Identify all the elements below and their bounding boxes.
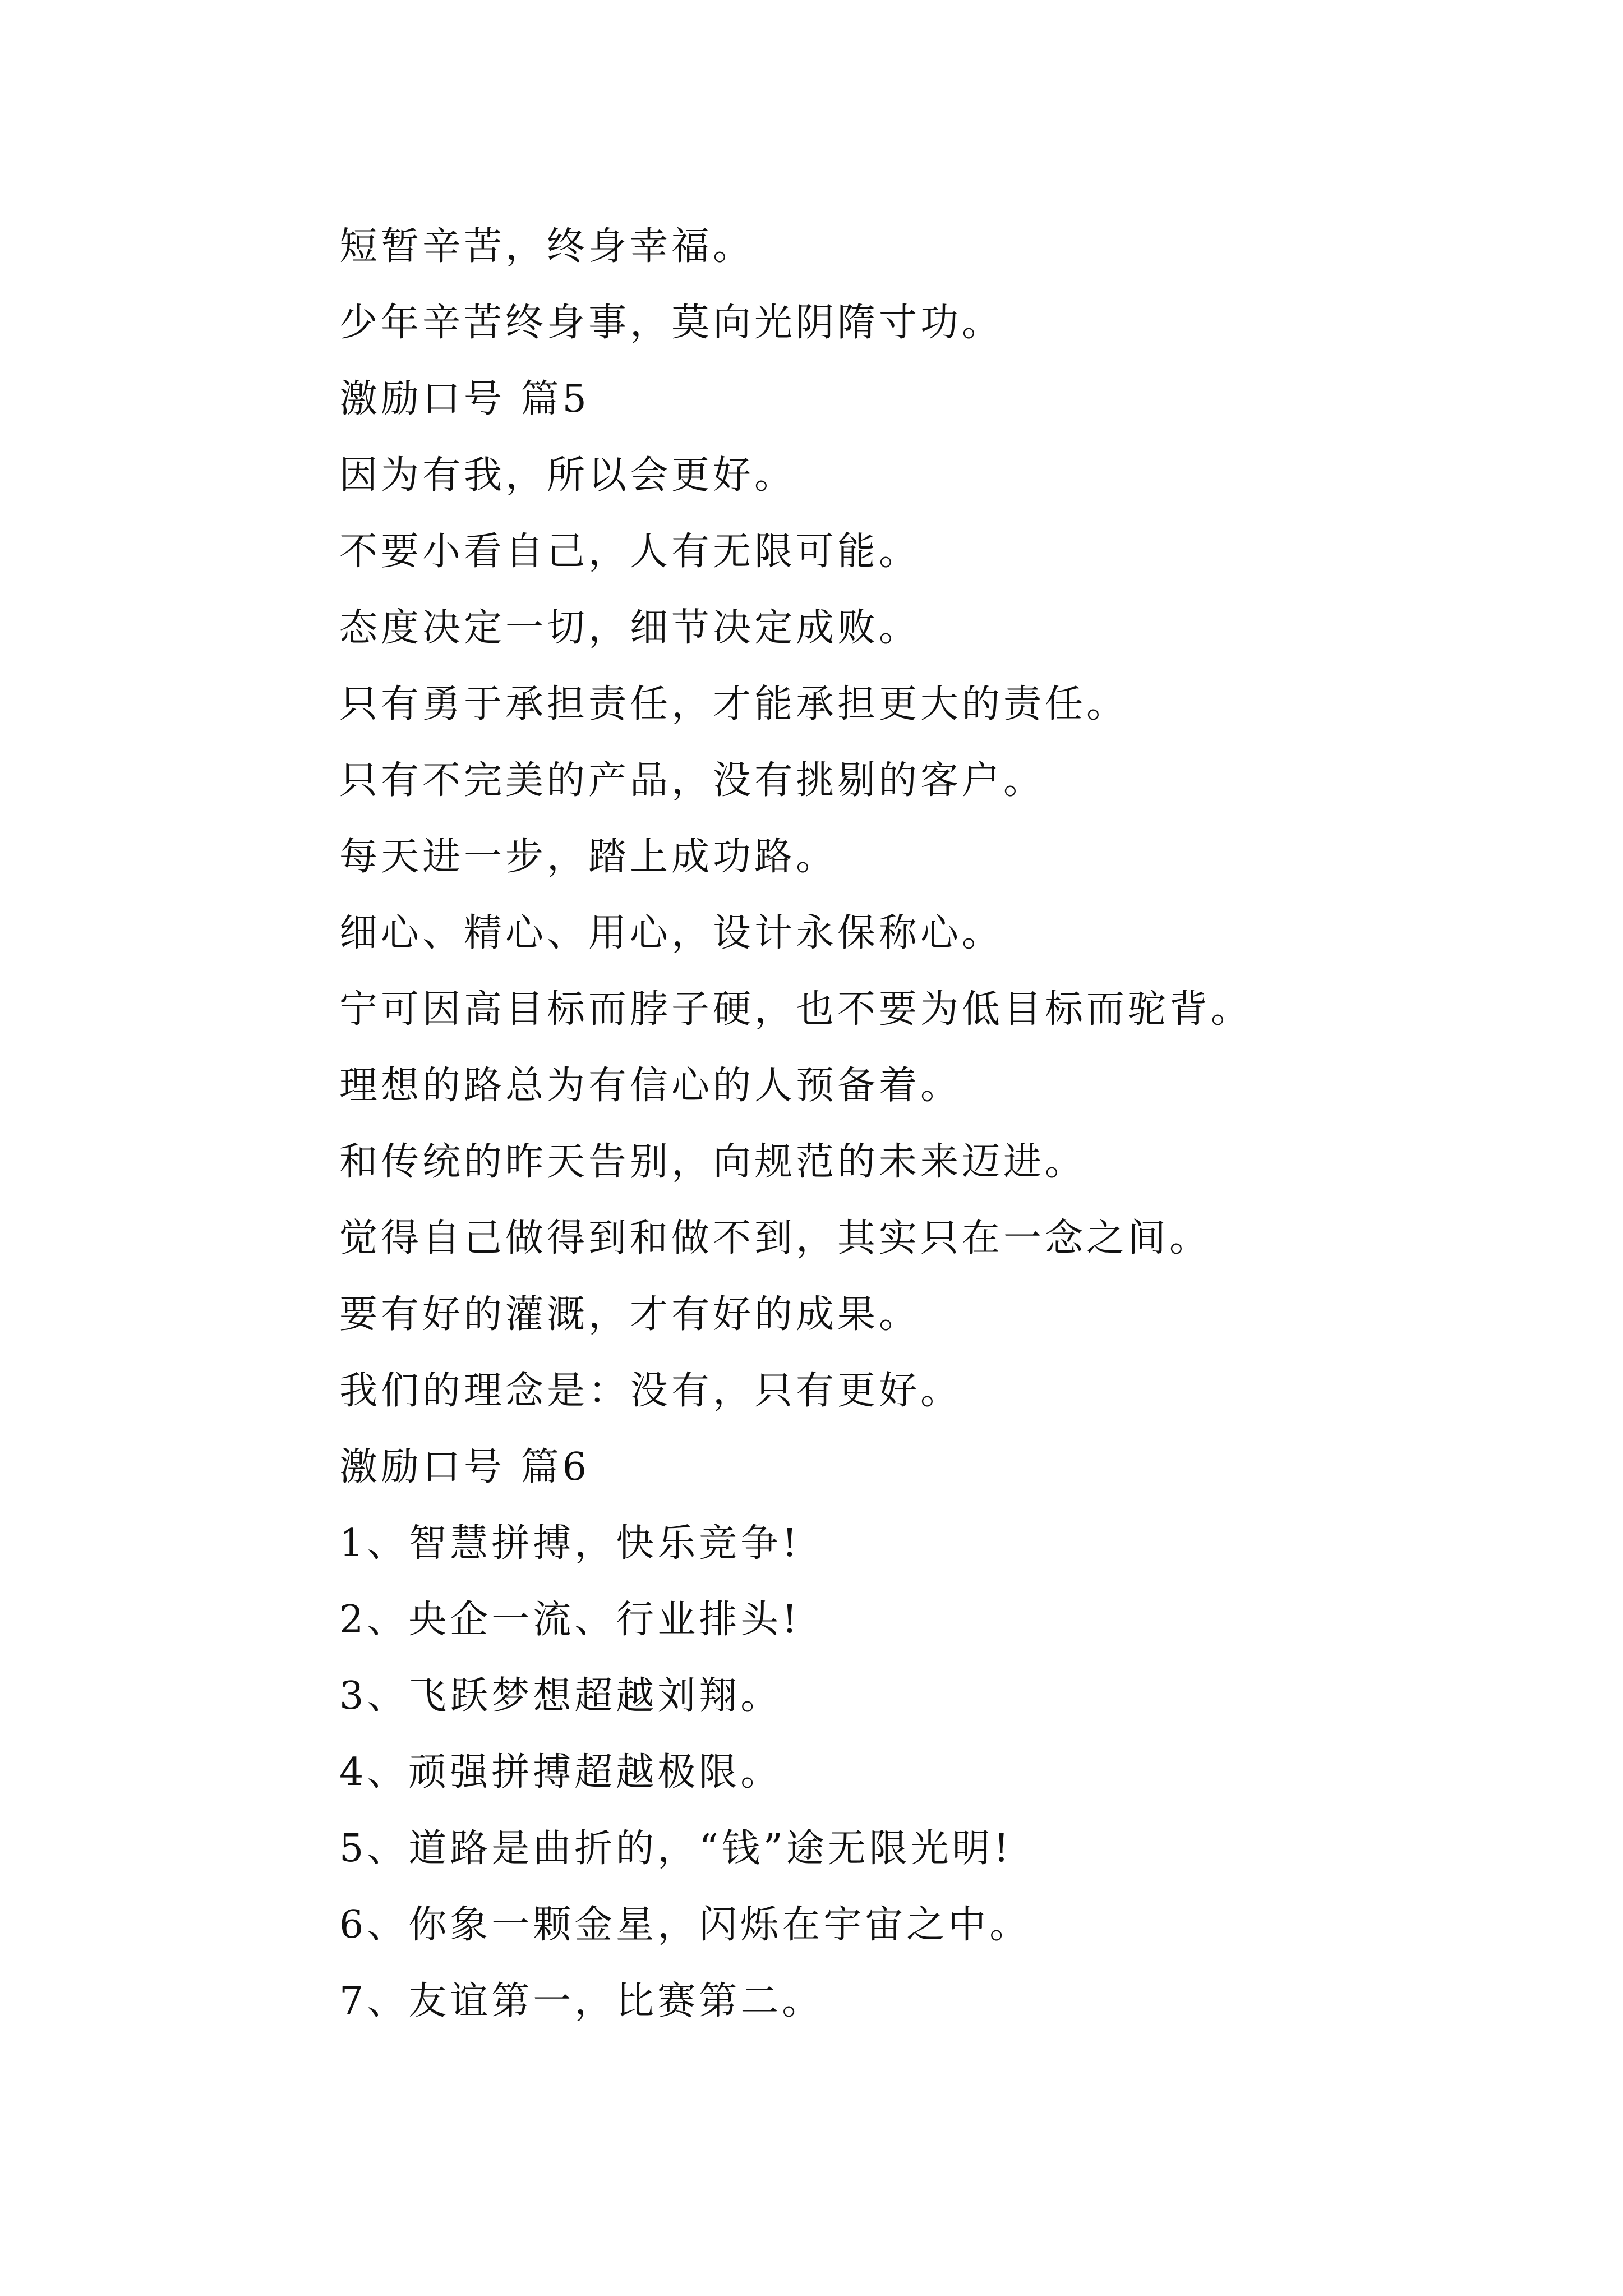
text-line: 只有勇于承担责任，才能承担更大的责任。 [339,682,1128,726]
list-item: 3、飞跃梦想超越刘翔。 [339,1674,782,1718]
text-line: 和传统的昨天告别，向规范的未来迈进。 [339,1140,1087,1184]
text-line: 我们的理念是：没有，只有更好。 [339,1369,962,1413]
section-heading: 激励口号 篇5 [339,377,590,421]
text-line: 觉得自己做得到和做不到，其实只在一念之间。 [339,1216,1211,1260]
list-item: 7、友谊第一，比赛第二。 [339,1979,824,2023]
text-line: 宁可因高目标而脖子硬，也不要为低目标而驼背。 [339,987,1253,1032]
text-line: 不要小看自己，人有无限可能。 [339,530,921,574]
document-body [339,209,1517,2040]
text-line: 细心、精心、用心，设计永保称心。 [339,911,1004,955]
list-item: 5、道路是曲折的，“钱”途无限光明! [339,1826,1013,1871]
text-line: 只有不完美的产品，没有挑剔的客户。 [339,758,1045,803]
text-line: 要有好的灌溉，才有好的成果。 [339,1292,921,1337]
text-line: 少年辛苦终身事，莫向光阴隋寸功。 [339,301,1004,345]
section-heading: 激励口号 篇6 [339,1445,590,1489]
text-line: 因为有我，所以会更好。 [339,453,796,498]
text-line: 理想的路总为有信心的人预备着。 [339,1064,962,1108]
list-item: 4、顽强拼搏超越极限。 [339,1750,782,1795]
list-item: 2、央企一流、行业排头! [339,1598,801,1642]
text-line: 每天进一步，踏上成功路。 [339,835,838,879]
list-item: 1、智慧拼搏，快乐竞争! [339,1521,801,1566]
text-line: 态度决定一切，细节决定成败。 [339,606,921,650]
list-item: 6、你象一颗金星，闪烁在宇宙之中。 [339,1903,1031,1947]
text-line: 短暂辛苦，终身幸福。 [339,224,755,269]
